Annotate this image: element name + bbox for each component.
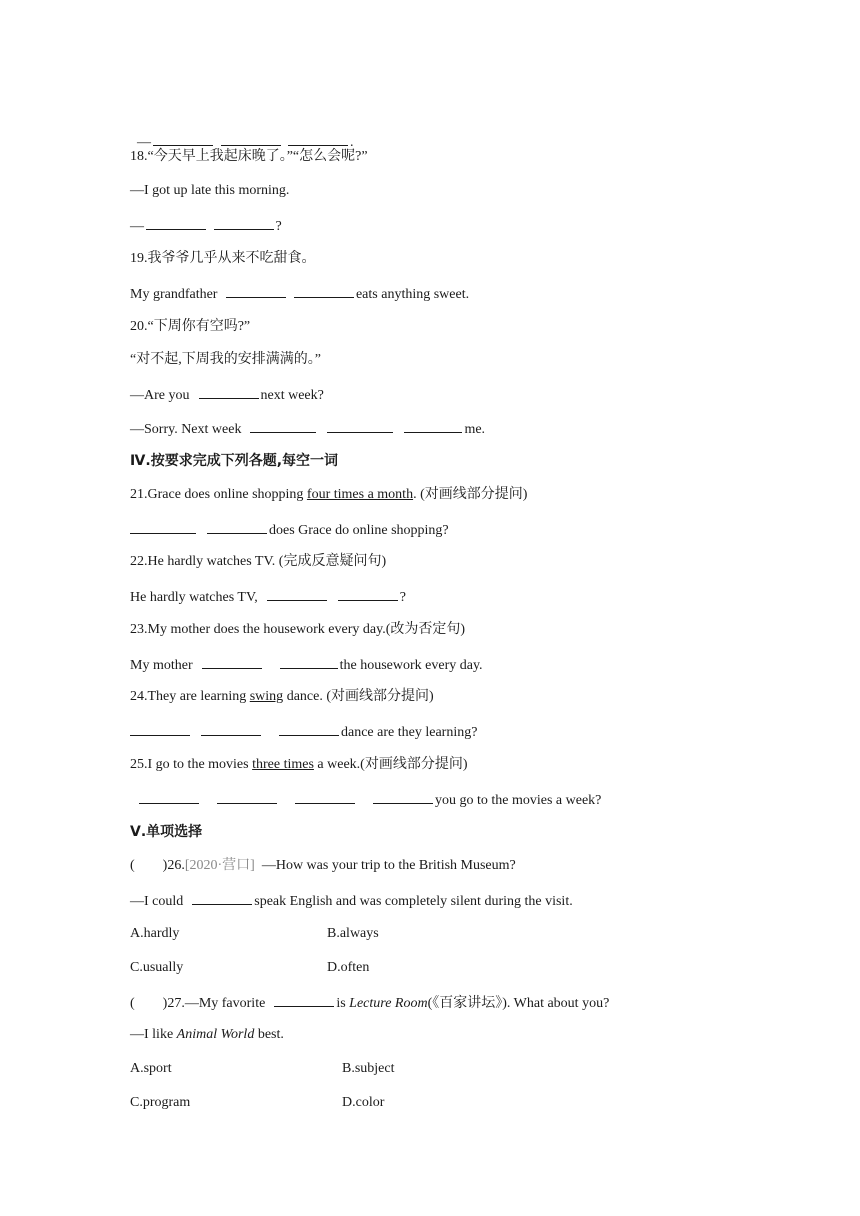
text: is (336, 996, 350, 1011)
q23-answer (130, 655, 483, 675)
text: the housework every day. (339, 658, 483, 673)
text: next week? (260, 388, 324, 403)
blank[interactable] (250, 419, 316, 433)
text: a week.(对画线部分提问) (313, 757, 468, 772)
blank[interactable] (201, 722, 261, 736)
q20-line2 (130, 419, 485, 439)
text: —Sorry. Next week (130, 422, 242, 437)
text: —I like (130, 1027, 177, 1042)
text: He hardly watches TV, (130, 590, 258, 605)
q27-option-d[interactable]: D.color (342, 1095, 385, 1110)
q27-option-a[interactable]: A.sport (130, 1061, 172, 1076)
text: 25.I go to the movies (130, 757, 253, 772)
q22-prompt: 22.He hardly watches TV. (完成反意疑问句) (130, 554, 387, 569)
q25-prompt (130, 756, 468, 774)
source-tag: [2020·营口] (184, 858, 255, 873)
q26-option-b[interactable]: B.always (327, 926, 379, 941)
q24-answer (130, 722, 477, 742)
section-4-title: Ⅳ.按要求完成下列各题,每空一词 (130, 453, 339, 469)
text: ? (399, 590, 407, 605)
blank[interactable] (288, 132, 348, 146)
q26-line1 (130, 891, 573, 911)
text: 21.Grace does online shopping (130, 487, 307, 502)
text: does Grace do online shopping? (269, 523, 449, 538)
text: —How was your trip to the British Museum? (254, 858, 516, 873)
blank[interactable] (130, 520, 196, 534)
q26-option-c[interactable]: C.usually (130, 960, 184, 975)
underlined-phrase: swing (249, 689, 284, 704)
question-mark: ? (275, 219, 282, 234)
answer-paren-and-text[interactable]: ( )27.—My favorite (130, 996, 266, 1011)
q18-line2 (130, 216, 282, 236)
q18-line1: —I got up late this morning. (130, 183, 290, 198)
blank[interactable] (279, 722, 339, 736)
q19-answer (130, 284, 469, 304)
text: —I could (130, 894, 184, 909)
blank[interactable] (294, 284, 354, 298)
blank[interactable] (217, 790, 277, 804)
period: . (350, 135, 354, 150)
blank[interactable] (192, 891, 252, 905)
blank[interactable] (404, 419, 462, 433)
blank[interactable] (280, 655, 338, 669)
q27-line1 (130, 1026, 284, 1044)
blank[interactable] (199, 385, 259, 399)
blank[interactable] (373, 790, 433, 804)
text: —Are you (130, 388, 190, 403)
q22-answer (130, 587, 406, 607)
text: dance are they learning? (341, 725, 478, 740)
text: . (对画线部分提问) (413, 487, 528, 502)
q27-option-b[interactable]: B.subject (342, 1061, 395, 1076)
italic-title: Animal World (176, 1027, 255, 1042)
text: My grandfather (130, 287, 218, 302)
blank[interactable] (202, 655, 262, 669)
italic-title: Lecture Room (349, 996, 428, 1011)
blank[interactable] (139, 790, 199, 804)
q25-answer (130, 790, 601, 810)
q27-prompt (130, 993, 609, 1013)
q20-prompt: 20.“下周你有空吗?” (130, 319, 251, 334)
blank[interactable] (338, 587, 398, 601)
text: 24.They are learning (130, 689, 250, 704)
section-5-title: Ⅴ.单项选择 (130, 824, 203, 840)
answer-paren[interactable]: ( )26. (130, 858, 185, 873)
q19-prompt: 19.我爷爷几乎从来不吃甜食。 (130, 251, 316, 266)
q26-option-a[interactable]: A.hardly (130, 926, 180, 941)
q20-line1 (130, 385, 324, 405)
blank[interactable] (274, 993, 334, 1007)
underlined-phrase: three times (252, 757, 314, 772)
dash: — (137, 135, 151, 150)
answer-line-17 (130, 114, 354, 152)
text: My mother (130, 658, 193, 673)
text: best. (254, 1027, 284, 1042)
dash: — (130, 219, 144, 234)
q21-prompt (130, 486, 527, 504)
blank[interactable] (207, 520, 267, 534)
text: eats anything sweet. (355, 287, 470, 302)
q26-option-d[interactable]: D.often (327, 960, 370, 975)
q20-prompt2: “对不起,下周我的安排满满的。” (130, 352, 321, 367)
q18-prompt: 18.“今天早上我起床晚了。”“怎么会呢?” (130, 149, 368, 164)
q23-prompt: 23.My mother does the housework every day.(改为否定句) (130, 622, 466, 637)
blank[interactable] (226, 284, 286, 298)
text: speak English and was completely silent during the visit. (254, 894, 573, 909)
text: you go to the movies a week? (435, 793, 602, 808)
blank[interactable] (267, 587, 327, 601)
text: (《百家讲坛》). What about you? (427, 996, 610, 1011)
text: me. (464, 422, 486, 437)
blank[interactable] (146, 216, 206, 230)
q26-prompt (130, 857, 516, 875)
blank[interactable] (327, 419, 393, 433)
blank[interactable] (295, 790, 355, 804)
q24-prompt (130, 688, 434, 706)
q21-answer (130, 520, 449, 540)
blank[interactable] (153, 132, 213, 146)
blank[interactable] (221, 132, 281, 146)
underlined-phrase: four times a month (306, 487, 414, 502)
text: dance. (对画线部分提问) (283, 689, 434, 704)
blank[interactable] (130, 722, 190, 736)
blank[interactable] (214, 216, 274, 230)
q27-option-c[interactable]: C.program (130, 1095, 191, 1110)
